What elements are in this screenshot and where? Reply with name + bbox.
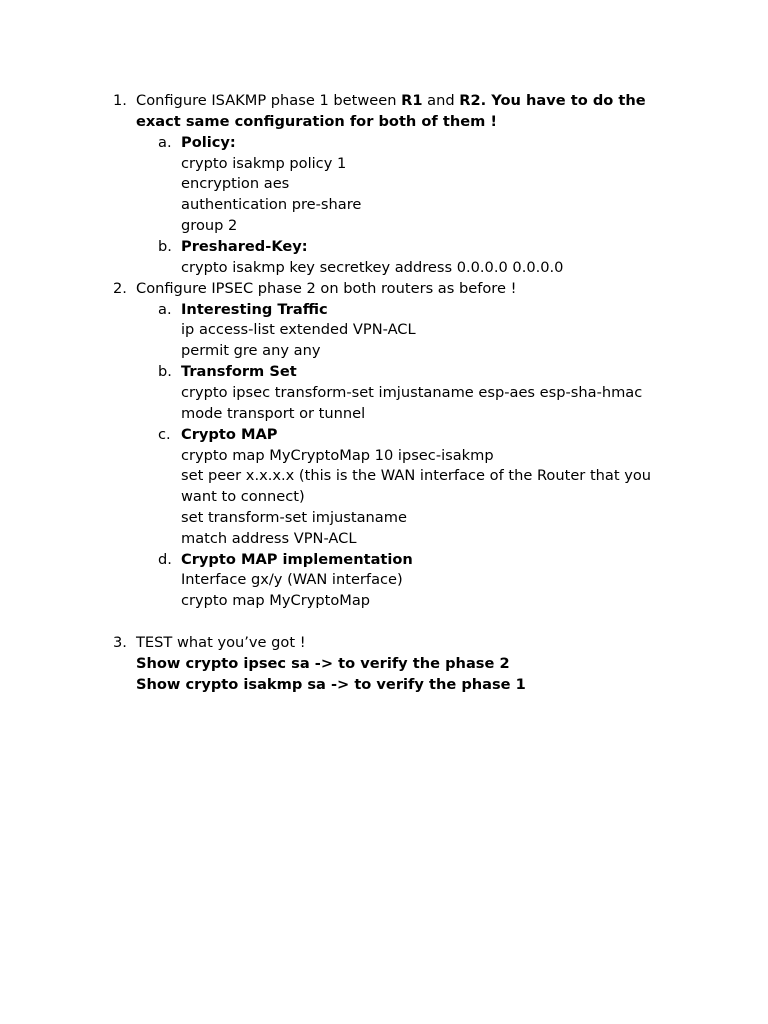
item-1-text-a: Configure ISAKMP phase 1 between — [136, 92, 402, 109]
item-1a-line: encryption aes — [181, 175, 290, 192]
item-2d-title: Crypto MAP implementation — [181, 551, 413, 568]
item-1a-title: Policy: — [181, 134, 236, 151]
item-3-line: Show crypto isakmp sa -> to verify the phase 1 — [136, 676, 526, 693]
item-2c-title: Crypto MAP — [181, 426, 278, 443]
item-1-text — [136, 91, 646, 112]
item-2b-line: crypto ipsec transform-set imjustaname esp-aes esp-sha-hmac — [181, 384, 643, 401]
item-2c-line: set peer x.x.x.x (this is the WAN interface of the Router that you — [181, 467, 652, 484]
item-1a-line: crypto isakmp policy 1 — [181, 155, 347, 172]
item-2c-line: want to connect) — [181, 488, 305, 505]
item-2a-line: permit gre any any — [181, 342, 321, 359]
item-2a-number: a. — [158, 301, 172, 318]
item-2c-line: match address VPN-ACL — [181, 530, 357, 547]
router-r1-label: R1 — [401, 92, 423, 109]
item-2d-number: d. — [158, 551, 172, 568]
item-1b-line: crypto isakmp key secretkey address 0.0.0.0 0.0.0.0 — [181, 259, 564, 276]
item-2-text: Configure IPSEC phase 2 on both routers as before ! — [136, 280, 517, 297]
item-1a-line: group 2 — [181, 217, 238, 234]
item-3-number: 3. — [113, 634, 127, 651]
item-2d-line: Interface gx/y (WAN interface) — [181, 571, 403, 588]
item-2-number: 2. — [113, 280, 127, 297]
item-1-text-b: and — [422, 92, 460, 109]
item-3-text: TEST what you’ve got ! — [136, 634, 306, 651]
item-1-text-line-2: exact same configuration for both of them ! — [136, 113, 498, 130]
item-2a-line: ip access-list extended VPN-ACL — [181, 321, 416, 338]
item-1a-number: a. — [158, 134, 172, 151]
item-1b-number: b. — [158, 238, 172, 255]
item-2b-line: mode transport or tunnel — [181, 405, 366, 422]
item-2a-title: Interesting Traffic — [181, 301, 328, 318]
item-2b-title: Transform Set — [181, 363, 297, 380]
item-2c-line: crypto map MyCryptoMap 10 ipsec-isakmp — [181, 447, 494, 464]
item-2c-number: c. — [158, 426, 171, 443]
item-1b-title: Preshared-Key: — [181, 238, 308, 255]
item-2d-line: crypto map MyCryptoMap — [181, 592, 371, 609]
item-1-number: 1. — [113, 92, 127, 109]
item-3-line: Show crypto ipsec sa -> to verify the phase 2 — [136, 655, 510, 672]
router-r2-label: R2. You have to do the — [459, 92, 646, 109]
item-1a-line: authentication pre-share — [181, 196, 362, 213]
item-2c-line: set transform-set imjustaname — [181, 509, 407, 526]
item-2b-number: b. — [158, 363, 172, 380]
